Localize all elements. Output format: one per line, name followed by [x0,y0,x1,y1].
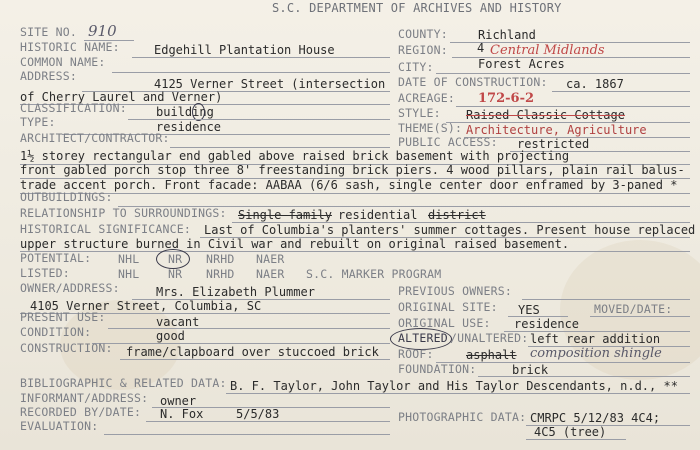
condition-label: CONDITION: [20,325,92,339]
type-value: residence [156,120,222,134]
evaluation-label: EVALUATION: [20,419,99,433]
listed-naer: NAER [256,267,285,281]
present-use-value: vacant [156,315,200,329]
style-value-struck: Raised Classic Cottage [466,108,625,122]
recorded-date: 5/5/83 [236,407,280,421]
historic-name-label: HISTORIC NAME: [20,40,120,54]
classification-label: CLASSIFICATION: [20,101,127,115]
city-label: CITY: [398,60,434,74]
region-label: REGION: [398,43,448,57]
rule [170,147,390,148]
relationship-struck-1: Single-family [238,208,332,222]
region-number: 4 [477,41,485,55]
photographic-line-1: CMRPC 5/12/83 4C4; [530,411,661,425]
card-header: S.C. DEPARTMENT OF ARCHIVES AND HISTORY [272,1,562,15]
photographic-label: PHOTOGRAPHIC DATA: [398,410,527,424]
moved-date-label: MOVED/DATE: [594,302,673,316]
themes-value: Architecture, Agriculture [466,123,647,137]
listed-nr: NR [168,267,183,281]
description-line-3: trade accent porch. Front facade: AABAA (6/6 sash, single center door enframed by 3-paned * [20,178,678,192]
listed-nhl: NHL [118,267,140,281]
construction-value: frame/clapboard over stuccoed brick [126,345,379,359]
rule [552,91,690,92]
themes-label: THEME(S): [398,121,463,135]
roof-label: ROOF: [398,347,434,361]
potential-nr: NR [168,252,183,266]
marker-program: S.C. MARKER PROGRAM [306,267,442,281]
site-no-label: SITE NO. [20,25,77,39]
rule [522,299,690,300]
significance-line-2: upper structure burned in Civil war and rebuilt on original raised basement. [20,237,570,251]
present-use-label: PRESENT USE: [20,310,106,324]
rule [526,439,626,440]
bibliographic-value: B. F. Taylor, John Taylor and His Taylor Descendants, n.d., ** [230,379,678,393]
photographic-line-2: 4C5 (tree) [534,425,607,439]
original-use-label: ORIGINAL USE: [398,316,491,330]
rule [92,343,390,344]
address-line-2: of Cherry Laurel and Verner) [20,90,223,104]
description-line-1: 1½ storey rectangular end gabled above raised brick basement with projecting [20,149,570,163]
rule [108,328,390,329]
common-name-label: COMMON NAME: [20,55,106,69]
address-line-1: 4125 Verner Street (intersection [154,77,386,91]
relationship-label: RELATIONSHIP TO SURROUNDINGS: [20,206,227,220]
rule [456,106,690,107]
rule [104,434,390,435]
original-site-label: ORIGINAL SITE: [398,300,498,314]
rule [590,316,690,317]
date-construction-label: DATE OF CONSTRUCTION: [398,75,548,89]
rule [226,393,690,394]
region-handwritten: Central Midlands [490,43,605,58]
rule [436,73,690,74]
potential-nrhd: NRHD [206,252,235,266]
potential-naer: NAER [256,252,285,266]
style-label: STYLE: [398,106,441,120]
foundation-value: brick [512,363,549,377]
type-label: TYPE: [20,115,56,129]
recorded-name: N. Fox [160,407,204,421]
original-site-value: YES [518,303,540,317]
public-access-value: restricted [517,137,590,151]
listed-label: LISTED: [20,266,70,280]
altered-label: ALTERED [398,331,448,345]
roof-handwritten: composition shingle [530,346,662,361]
owner-line-1: Mrs. Elizabeth Plummer [156,285,315,299]
rule [478,376,690,377]
listed-nrhd: NRHD [206,267,235,281]
county-value: Richland [478,28,536,42]
relationship-middle: residential [338,208,418,222]
original-use-value: residence [514,317,580,331]
recorded-label: RECORDED BY/DATE: [20,405,142,419]
potential-label: POTENTIAL: [20,251,92,265]
rule [120,359,390,360]
rule [112,72,390,73]
architect-label: ARCHITECT/CONTRACTOR: [20,131,170,145]
description-line-2: front gabled porch stop three 8' freestanding brick piers. 4 wood pillars, plain rail balus- [20,163,685,177]
acreage-label: ACREAGE: [398,91,455,105]
handwritten-circle [156,249,190,269]
significance-label: HISTORICAL SIGNIFICANCE: [20,222,191,236]
rule [132,57,390,58]
bibliographic-label: BIBLIOGRAPHIC & RELATED DATA: [20,376,227,390]
previous-owners-label: PREVIOUS OWNERS: [398,284,512,298]
owner-line-2: 4105 Verner Street, Columbia, SC [30,299,262,313]
significance-line-1: Last of Columbia's planters' summer cottages. Present house replaced [204,223,696,237]
potential-nhl: NHL [118,252,140,266]
rule [146,421,390,422]
outbuildings-label: OUTBUILDINGS: [20,190,113,204]
informant-label: INFORMANT/ADDRESS: [20,391,149,405]
historic-name-value: Edgehill Plantation House [154,43,335,57]
acreage-handwritten: 172-6-2 [478,91,535,106]
classification-value: building [156,105,214,119]
unaltered-value: left rear addition [530,332,661,346]
address-label: ADDRESS: [20,69,77,83]
foundation-label: FOUNDATION: [398,362,477,376]
roof-struck: asphalt [466,348,517,362]
site-no-value: 910 [88,22,117,40]
unaltered-label: /UNALTERED: [450,331,529,345]
relationship-struck-2: district [428,208,486,222]
city-value: Forest Acres [478,57,565,71]
date-construction-value: ca. 1867 [566,77,624,91]
construction-label: CONSTRUCTION: [20,341,113,355]
public-access-label: PUBLIC ACCESS: [398,135,498,149]
informant-value: owner [160,394,197,408]
condition-value: good [156,329,185,343]
owner-label: OWNER/ADDRESS: [20,281,120,295]
county-label: COUNTY: [398,27,448,41]
rule [20,193,690,194]
